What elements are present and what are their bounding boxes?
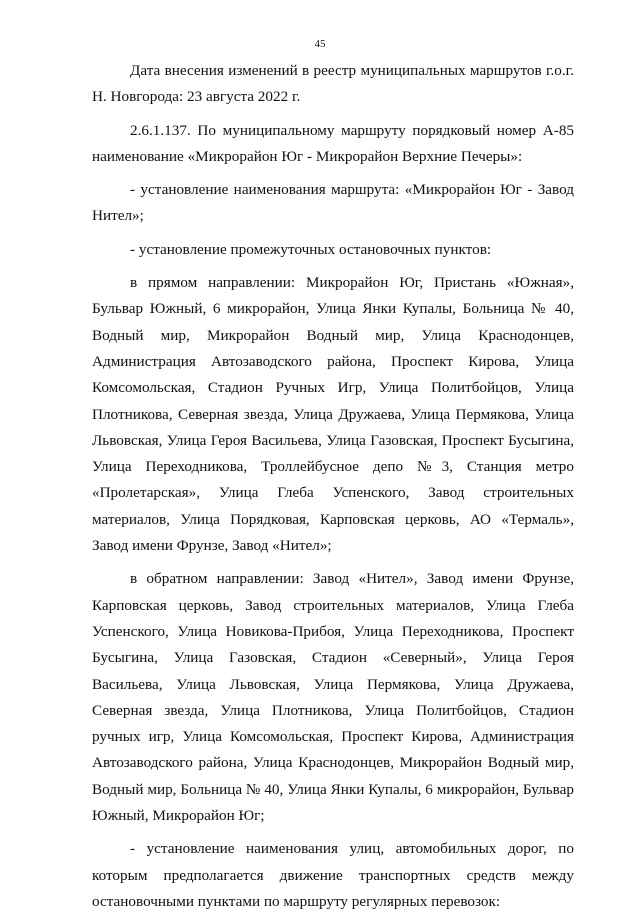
page-number: 45 bbox=[314, 38, 326, 50]
paragraph-route-a85-heading: 2.6.1.137. По муниципальному маршруту порядковый номер А-85 наименование «Микрорайон Юг - Микрорайон Верхние Печеры»: bbox=[92, 121, 574, 165]
paragraph-reverse-direction: в обратном направлении: Завод «Нител», Завод имени Фрунзе, Карповская церковь, Завод строительных материалов, Улица Глеба Успенского, Улица Новикова-Прибоя, Улица Переходникова, Проспект Бусыгина, Улица Газовская, Стадион «Северный», Улица Героя Васильева, Улица Львовская, Улица Пермякова, Улица Дружаева, Северная звезда, Улица Плотникова, Улица Политбойцов, Стадион ручных игр, Улица Комсомольская, Проспект Кирова, Администрация Автозаводского района, Улица Краснодонцев, Микрорайон Водный мир, Водный мир, Больница № 40, Улица Янки Купалы, 6 микрорайон, Бульвар Южный, Микрорайон Юг; bbox=[92, 570, 574, 825]
paragraph-streets: - установление наименования улиц, автомобильных дорог, по которым предполагается движение транспортных средств между остановочными пунктами по маршруту регулярных перевозок: bbox=[92, 840, 574, 910]
document-body bbox=[92, 58, 574, 922]
paragraph-route-name: - установление наименования маршрута: «Микрорайон Юг - Завод Нител»; bbox=[92, 181, 574, 225]
paragraph-forward-direction: в прямом направлении: Микрорайон Юг, Пристань «Южная», Бульвар Южный, 6 микрорайон, Улица Янки Купалы, Больница № 40, Водный мир, Микрорайон Водный мир, Улица Краснодонцев, Администрация Автозаводского района, Проспект Кирова, Улица Комсомольская, Стадион Ручных Игр, Улица Политбойцов, Улица Плотникова, Северная звезда, Улица Дружаева, Улица Пермякова, Улица Львовская, Улица Героя Васильева, Улица Газовская, Проспект Бусыгина, Улица Переходникова, Троллейбусное депо №3, Станция метро «Пролетарская», Улица Глеба Успенского, Завод строительных материалов, Улица Порядковая, Карповская церковь, АО «Термаль», Завод имени Фрунзе, Завод «Нител»; bbox=[92, 274, 574, 555]
paragraph-intermediate-stops: - установление промежуточных остановочных пунктов: bbox=[130, 240, 492, 258]
paragraph-registry-date: Дата внесения изменений в реестр муниципальных маршрутов г.о.г. Н. Новгорода: 23 августа 2022 г. bbox=[92, 62, 574, 106]
